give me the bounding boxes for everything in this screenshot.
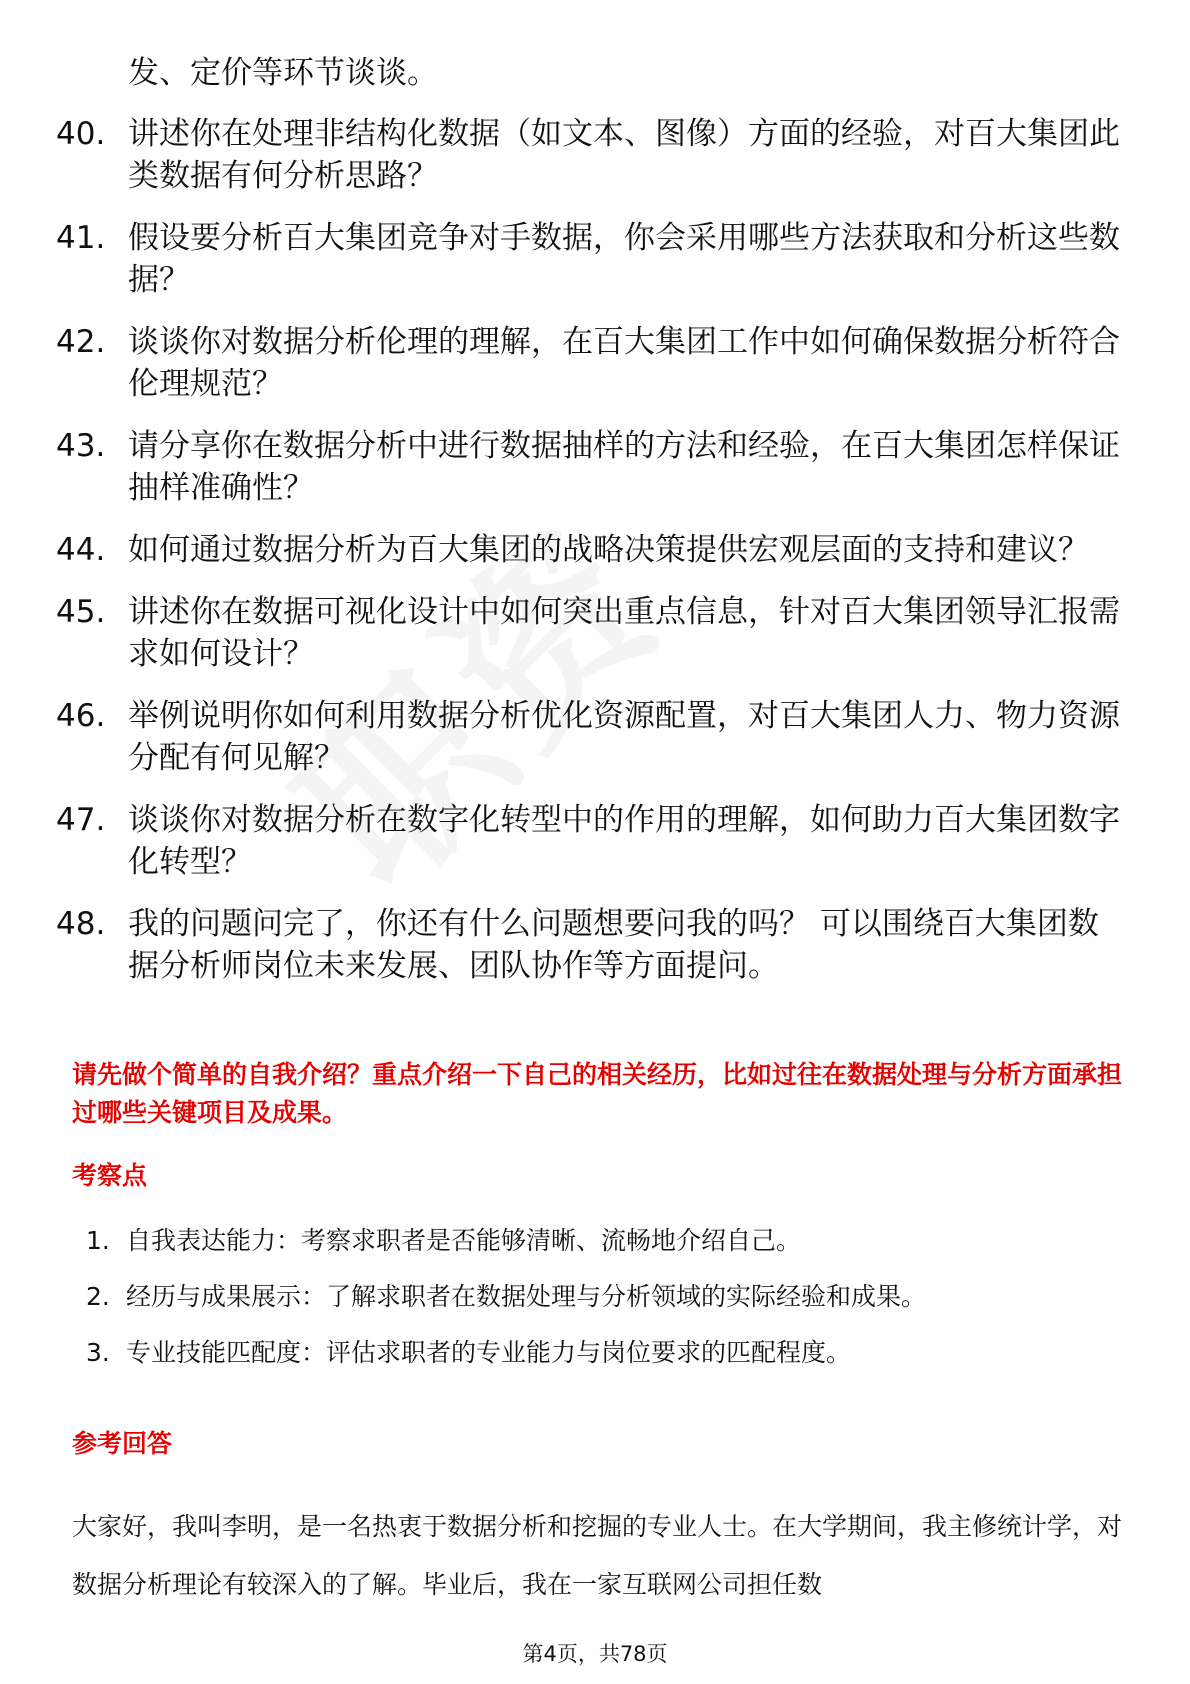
question-text: 请分享你在数据分析中进行数据抽样的方法和经验，在百大集团怎样保证抽样准确性？ [128, 428, 1120, 506]
question-item [56, 799, 1126, 883]
continuation-text: 发、定价等环节谈谈。 [128, 55, 438, 91]
question-item [56, 217, 1126, 301]
assessment-text: 专业技能匹配度：评估求职者的专业能力与岗位要求的匹配程度。 [126, 1338, 852, 1367]
question-number: 47. [56, 802, 106, 838]
question-item [56, 695, 1126, 779]
question-number: 42. [56, 324, 106, 360]
assessment-text: 自我表达能力：考察求职者是否能够清晰、流畅地介绍自己。 [126, 1226, 802, 1255]
question-item [56, 903, 1126, 987]
assessment-list [86, 1224, 1116, 1392]
question-number: 44. [56, 532, 106, 568]
assessment-number: 2. [86, 1282, 110, 1311]
question-text: 谈谈你对数据分析在数字化转型中的作用的理解，如何助力百大集团数字化转型？ [128, 802, 1120, 880]
question-item [56, 113, 1126, 197]
assessment-title: 考察点 [72, 1161, 148, 1190]
question-item [56, 321, 1126, 405]
question-text: 谈谈你对数据分析伦理的理解，在百大集团工作中如何确保数据分析符合伦理规范？ [128, 324, 1120, 402]
question-text: 举例说明你如何利用数据分析优化资源配置，对百大集团人力、物力资源分配有何见解？ [128, 698, 1120, 776]
page-footer: 第4页，共78页 [522, 1642, 668, 1666]
question-item [56, 529, 1126, 571]
question-text: 讲述你在数据可视化设计中如何突出重点信息，针对百大集团领导汇报需求如何设计？ [128, 594, 1120, 672]
assessment-item [86, 1280, 1116, 1336]
question-number: 41. [56, 220, 106, 256]
question-text: 讲述你在处理非结构化数据（如文本、图像）方面的经验，对百大集团此类数据有何分析思路？ [128, 116, 1120, 194]
question-text: 如何通过数据分析为百大集团的战略决策提供宏观层面的支持和建议？ [128, 532, 1089, 568]
reference-title: 参考回答 [72, 1429, 173, 1458]
question-number: 43. [56, 428, 106, 464]
question-text: 假设要分析百大集团竞争对手数据，你会采用哪些方法获取和分析这些数据？ [128, 220, 1120, 298]
question-number: 46. [56, 698, 106, 734]
reference-answer: 大家好，我叫李明，是一名热衷于数据分析和挖掘的专业人士。在大学期间，我主修统计学，对数据分析理论有较深入的了解。毕业后，我在一家互联网公司担任数 [72, 1512, 1123, 1599]
question-number: 45. [56, 594, 106, 630]
question-list [56, 113, 1126, 1007]
question-text: 我的问题问完了，你还有什么问题想要问我的吗？ 可以围绕百大集团数据分析师岗位未来发展、团队协作等方面提问。 [128, 906, 1099, 984]
assessment-text: 经历与成果展示：了解求职者在数据处理与分析领域的实际经验和成果。 [126, 1282, 927, 1311]
intro-question: 请先做个简单的自我介绍？重点介绍一下自己的相关经历，比如过往在数据处理与分析方面承担过哪些关键项目及成果。 [72, 1060, 1123, 1127]
assessment-item [86, 1336, 1116, 1392]
question-item [56, 425, 1126, 509]
assessment-number: 3. [86, 1338, 110, 1367]
question-number: 40. [56, 116, 106, 152]
assessment-item [86, 1224, 1116, 1280]
question-item [56, 591, 1126, 675]
question-number: 48. [56, 906, 106, 942]
assessment-number: 1. [86, 1226, 110, 1255]
